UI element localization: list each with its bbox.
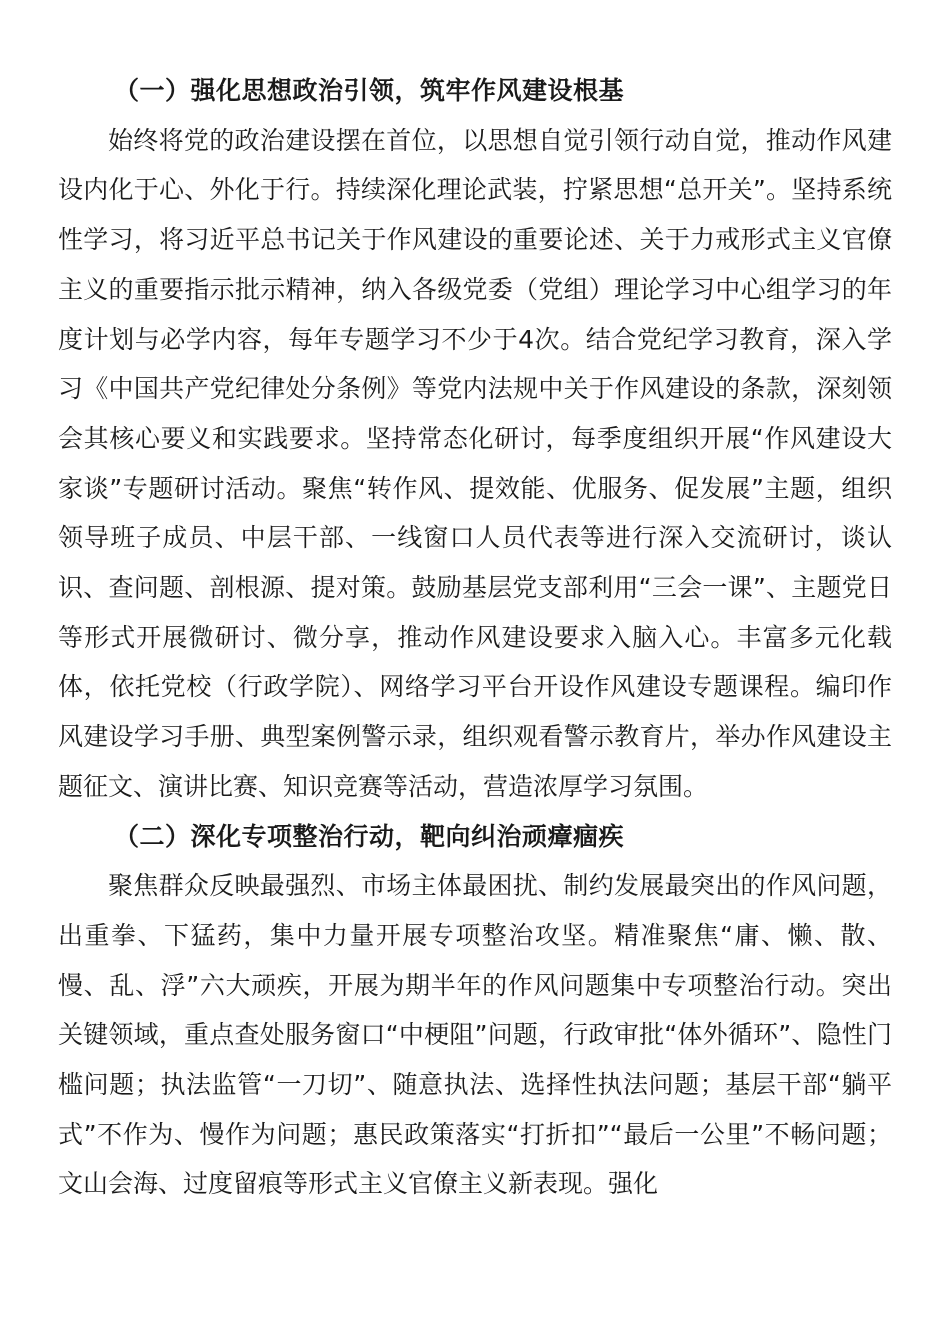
section-2-body: 聚焦群众反映最强烈、市场主体最困扰、制约发展最突出的作风问题，出重拳、下猛药，集中力量开展专项整治攻坚。精准聚焦“庸、懒、散、慢、乱、浮”六大顽疾，开展为期半年的作风问题集中专项整治行动。突出关键领域，重点查处服务窗口“中梗阻”问题，行政审批“体外循环”、隐性门槛问题；执法监管“一刀切”、随意执法、选择性执法问题；基层干部“躺平式”不作为、慢作为问题；惠民政策落实“打折扣”“最后一公里”不畅问题；文山会海、过度留痕等形式主义官僚主义新表现。强化 — [58, 871, 892, 1199]
section-1-heading: （一）强化思想政治引领，筑牢作风建设根基 — [114, 76, 625, 105]
document-page — [58, 66, 892, 1209]
section-2-heading: （二）深化专项整治行动，靶向纠治顽瘴痼疾 — [114, 821, 625, 851]
section-1-body: 始终将党的政治建设摆在首位，以思想自觉引领行动自觉，推动作风建设内化于心、外化于行。持续深化理论武装，拧紧思想“总开关”。坚持系统性学习，将习近平总书记关于作风建设的重要论述、关于力戒形式主义官僚主义的重要指示批示精神，纳入各级党委（党组）理论学习中心组学习的年度计划与必学内容，每年专题学习不少于4次。结合党纪学习教育，深入学习《中国共产党纪律处分条例》等党内法规中关于作风建设的条款，深刻领会其核心要义和实践要求。坚持常态化研讨，每季度组织开展“作风建设大家谈”专题研讨活动。聚焦“转作风、提效能、优服务、促发展”主题，组织领导班子成员、中层干部、一线窗口人员代表等进行深入交流研讨，谈认识、查问题、剖根源、提对策。鼓励基层党支部利用“三会一课”、主题党日等形式开展微研讨、微分享，推动作风建设要求入脑入心。丰富多元化载体，依托党校（行政学院）、网络学习平台开设作风建设专题课程。编印作风建设学习手册、典型案例警示录，组织观看警示教育片，举办作风建设主题征文、演讲比赛、知识竞赛等活动，营造浓厚学习氛围。 — [58, 125, 892, 801]
